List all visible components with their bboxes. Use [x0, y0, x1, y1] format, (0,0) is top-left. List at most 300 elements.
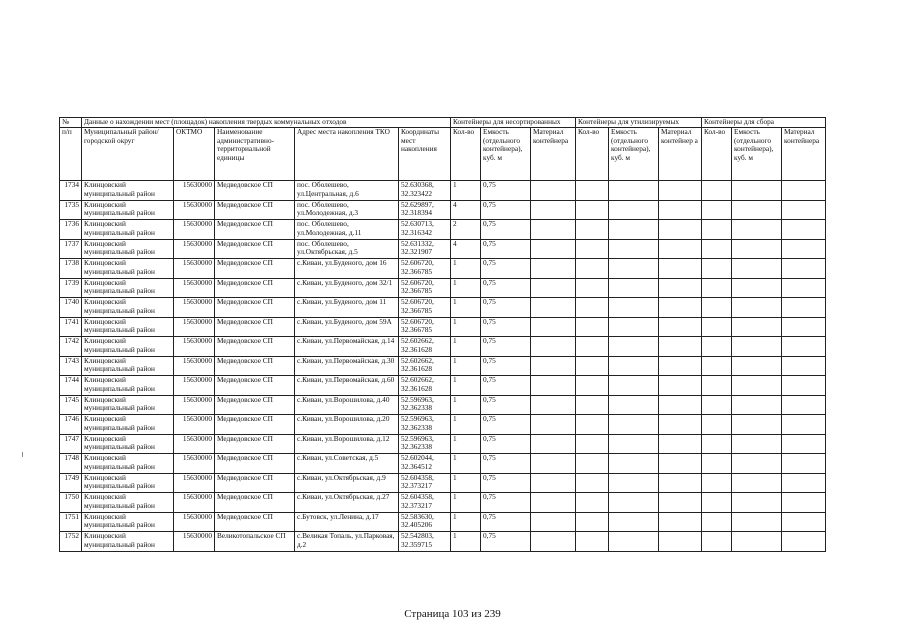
row-number: 1745	[60, 395, 82, 415]
count-unsorted-cell: 1	[451, 395, 481, 415]
count-recycle-cell	[576, 473, 609, 493]
capacity-recycle-cell	[609, 532, 659, 552]
material-unsorted-cell	[531, 532, 576, 552]
material-unsorted-cell	[531, 356, 576, 376]
material-unsorted-cell	[531, 278, 576, 298]
count-collection-cell	[702, 454, 732, 474]
capacity-unsorted-cell: 0,75	[481, 415, 531, 435]
count-collection-cell	[702, 473, 732, 493]
count-unsorted-cell: 1	[451, 298, 481, 318]
capacity-unsorted-cell: 0,75	[481, 434, 531, 454]
district-cell: Клинцовский муниципальный район	[82, 434, 174, 454]
coordinates-cell: 52.630368, 32.323422	[399, 181, 451, 201]
count-unsorted-cell: 4	[451, 200, 481, 220]
header-material-recycle: Материал контейнер а	[659, 128, 702, 181]
coordinates-cell: 52.542803, 32.359715	[399, 532, 451, 552]
material-collection-cell	[782, 220, 826, 240]
capacity-unsorted-cell: 0,75	[481, 532, 531, 552]
district-cell: Клинцовский муниципальный район	[82, 259, 174, 279]
count-unsorted-cell: 1	[451, 259, 481, 279]
count-recycle-cell	[576, 415, 609, 435]
table-row	[60, 493, 826, 513]
capacity-unsorted-cell: 0,75	[481, 298, 531, 318]
capacity-unsorted-cell: 0,75	[481, 395, 531, 415]
address-cell: с.Киваи, ул.Советская, д.5	[295, 454, 399, 474]
header-group-collection: Контейнеры для сбора	[702, 118, 826, 128]
coordinates-cell: 52.606720, 32.366785	[399, 278, 451, 298]
count-collection-cell	[702, 317, 732, 337]
material-unsorted-cell	[531, 434, 576, 454]
material-unsorted-cell	[531, 239, 576, 259]
header-admin-unit: Наименование административно-территориальной единицы	[215, 128, 295, 181]
header-count-unsorted: Кол-во	[451, 128, 481, 181]
header-group-recycle: Контейнеры для утилизируемых	[576, 118, 702, 128]
count-collection-cell	[702, 200, 732, 220]
admin-unit-cell: Медведовское СП	[215, 493, 295, 513]
capacity-recycle-cell	[609, 415, 659, 435]
capacity-unsorted-cell: 0,75	[481, 512, 531, 532]
material-unsorted-cell	[531, 200, 576, 220]
row-number: 1737	[60, 239, 82, 259]
waste-sites-table	[59, 117, 826, 552]
table-row	[60, 259, 826, 279]
district-cell: Клинцовский муниципальный район	[82, 181, 174, 201]
oktmo-cell: 15630000	[174, 298, 215, 318]
capacity-unsorted-cell: 0,75	[481, 181, 531, 201]
count-unsorted-cell: 1	[451, 473, 481, 493]
admin-unit-cell: Медведовское СП	[215, 181, 295, 201]
admin-unit-cell: Медведовское СП	[215, 337, 295, 357]
table-row	[60, 356, 826, 376]
admin-unit-cell: Медведовское СП	[215, 220, 295, 240]
material-unsorted-cell	[531, 454, 576, 474]
capacity-recycle-cell	[609, 278, 659, 298]
admin-unit-cell: Медведовское СП	[215, 434, 295, 454]
count-recycle-cell	[576, 220, 609, 240]
material-recycle-cell	[659, 298, 702, 318]
count-recycle-cell	[576, 181, 609, 201]
oktmo-cell: 15630000	[174, 493, 215, 513]
row-number: 1742	[60, 337, 82, 357]
material-collection-cell	[782, 376, 826, 396]
material-collection-cell	[782, 239, 826, 259]
count-recycle-cell	[576, 317, 609, 337]
material-collection-cell	[782, 259, 826, 279]
admin-unit-cell: Медведовское СП	[215, 415, 295, 435]
count-recycle-cell	[576, 259, 609, 279]
capacity-recycle-cell	[609, 220, 659, 240]
header-capacity-collection: Емкость (отдельного контейнера), куб. м	[732, 128, 782, 181]
header-coordinates: Координаты мест накопления	[399, 128, 451, 181]
row-number: 1748	[60, 454, 82, 474]
table-row	[60, 532, 826, 552]
capacity-collection-cell	[732, 337, 782, 357]
coordinates-cell: 52.631332, 32.321907	[399, 239, 451, 259]
header-group-location: Данные о нахождении мест (площадок) накопления твердых коммунальных отходов	[82, 118, 451, 128]
address-cell: с.Киваи, ул.Ворошилова, д.40	[295, 395, 399, 415]
capacity-recycle-cell	[609, 454, 659, 474]
count-collection-cell	[702, 532, 732, 552]
address-cell: пос. Оболешево, ул.Молодежная, д.11	[295, 220, 399, 240]
count-collection-cell	[702, 259, 732, 279]
material-recycle-cell	[659, 356, 702, 376]
capacity-recycle-cell	[609, 200, 659, 220]
district-cell: Клинцовский муниципальный район	[82, 298, 174, 318]
admin-unit-cell: Великотопальское СП	[215, 532, 295, 552]
district-cell: Клинцовский муниципальный район	[82, 415, 174, 435]
capacity-unsorted-cell: 0,75	[481, 356, 531, 376]
address-cell: пос. Оболешево, ул.Молодежная, д.3	[295, 200, 399, 220]
capacity-recycle-cell	[609, 493, 659, 513]
header-capacity-unsorted: Емкость (отдельного контейнера), куб. м	[481, 128, 531, 181]
capacity-collection-cell	[732, 317, 782, 337]
coordinates-cell: 52.596963, 32.362338	[399, 434, 451, 454]
capacity-collection-cell	[732, 395, 782, 415]
count-unsorted-cell: 1	[451, 493, 481, 513]
material-unsorted-cell	[531, 220, 576, 240]
table-row	[60, 337, 826, 357]
address-cell: с.Киваи, ул.Буденого, дом 32/1	[295, 278, 399, 298]
table-row	[60, 376, 826, 396]
capacity-recycle-cell	[609, 512, 659, 532]
table-row	[60, 298, 826, 318]
material-recycle-cell	[659, 376, 702, 396]
district-cell: Клинцовский муниципальный район	[82, 454, 174, 474]
coordinates-cell: 52.606720, 32.366785	[399, 259, 451, 279]
material-unsorted-cell	[531, 259, 576, 279]
capacity-unsorted-cell: 0,75	[481, 473, 531, 493]
admin-unit-cell: Медведовское СП	[215, 239, 295, 259]
material-collection-cell	[782, 278, 826, 298]
count-unsorted-cell: 4	[451, 239, 481, 259]
admin-unit-cell: Медведовское СП	[215, 376, 295, 396]
admin-unit-cell: Медведовское СП	[215, 395, 295, 415]
material-recycle-cell	[659, 220, 702, 240]
table-row	[60, 512, 826, 532]
table-row	[60, 454, 826, 474]
oktmo-cell: 15630000	[174, 239, 215, 259]
count-recycle-cell	[576, 298, 609, 318]
header-row-columns	[60, 128, 826, 181]
material-recycle-cell	[659, 493, 702, 513]
count-recycle-cell	[576, 200, 609, 220]
capacity-unsorted-cell: 0,75	[481, 454, 531, 474]
count-unsorted-cell: 1	[451, 376, 481, 396]
capacity-recycle-cell	[609, 473, 659, 493]
admin-unit-cell: Медведовское СП	[215, 278, 295, 298]
oktmo-cell: 15630000	[174, 473, 215, 493]
capacity-unsorted-cell: 0,75	[481, 200, 531, 220]
address-cell: с.Киваи, ул.Октябрьская, д.27	[295, 493, 399, 513]
capacity-unsorted-cell: 0,75	[481, 220, 531, 240]
capacity-collection-cell	[732, 278, 782, 298]
row-number: 1741	[60, 317, 82, 337]
district-cell: Клинцовский муниципальный район	[82, 493, 174, 513]
oktmo-cell: 15630000	[174, 395, 215, 415]
header-count-recycle: Кол-во	[576, 128, 609, 181]
address-cell: с.Киваи, ул.Октябрьская, д.9	[295, 473, 399, 493]
capacity-recycle-cell	[609, 259, 659, 279]
count-recycle-cell	[576, 239, 609, 259]
material-recycle-cell	[659, 239, 702, 259]
count-unsorted-cell: 1	[451, 532, 481, 552]
count-unsorted-cell: 1	[451, 278, 481, 298]
capacity-collection-cell	[732, 434, 782, 454]
count-unsorted-cell: 1	[451, 434, 481, 454]
row-number: 1734	[60, 181, 82, 201]
count-unsorted-cell: 1	[451, 337, 481, 357]
capacity-collection-cell	[732, 415, 782, 435]
capacity-unsorted-cell: 0,75	[481, 239, 531, 259]
admin-unit-cell: Медведовское СП	[215, 512, 295, 532]
material-collection-cell	[782, 512, 826, 532]
count-recycle-cell	[576, 454, 609, 474]
count-unsorted-cell: 1	[451, 512, 481, 532]
district-cell: Клинцовский муниципальный район	[82, 337, 174, 357]
capacity-unsorted-cell: 0,75	[481, 493, 531, 513]
header-district: Муниципальный район/городской округ	[82, 128, 174, 181]
oktmo-cell: 15630000	[174, 415, 215, 435]
address-cell: с.Киваи, ул.Буденого, дом 59А	[295, 317, 399, 337]
admin-unit-cell: Медведовское СП	[215, 200, 295, 220]
address-cell: с.Киваи, ул.Первомайская, д.30	[295, 356, 399, 376]
admin-unit-cell: Медведовское СП	[215, 454, 295, 474]
district-cell: Клинцовский муниципальный район	[82, 200, 174, 220]
header-count-collection: Кол-во	[702, 128, 732, 181]
row-number: 1743	[60, 356, 82, 376]
address-cell: с.Киваи, ул.Буденого, дом 11	[295, 298, 399, 318]
count-collection-cell	[702, 220, 732, 240]
material-collection-cell	[782, 337, 826, 357]
material-unsorted-cell	[531, 415, 576, 435]
table-row	[60, 317, 826, 337]
table-row	[60, 220, 826, 240]
material-collection-cell	[782, 532, 826, 552]
capacity-unsorted-cell: 0,75	[481, 337, 531, 357]
capacity-recycle-cell	[609, 434, 659, 454]
material-collection-cell	[782, 434, 826, 454]
district-cell: Клинцовский муниципальный район	[82, 395, 174, 415]
coordinates-cell: 52.602662, 32.361628	[399, 356, 451, 376]
address-cell: с.Киваи, ул.Первомайская, д.60	[295, 376, 399, 396]
district-cell: Клинцовский муниципальный район	[82, 473, 174, 493]
material-collection-cell	[782, 493, 826, 513]
admin-unit-cell: Медведовское СП	[215, 298, 295, 318]
capacity-collection-cell	[732, 181, 782, 201]
count-collection-cell	[702, 239, 732, 259]
row-number: 1746	[60, 415, 82, 435]
scan-artifact	[22, 452, 23, 457]
oktmo-cell: 15630000	[174, 278, 215, 298]
page-number: Страница 103 из 239	[404, 608, 501, 620]
count-recycle-cell	[576, 493, 609, 513]
district-cell: Клинцовский муниципальный район	[82, 278, 174, 298]
capacity-collection-cell	[732, 512, 782, 532]
admin-unit-cell: Медведовское СП	[215, 473, 295, 493]
capacity-recycle-cell	[609, 181, 659, 201]
header-capacity-recycle: Емкость (отдельного контейнера), куб. м	[609, 128, 659, 181]
count-recycle-cell	[576, 376, 609, 396]
material-collection-cell	[782, 298, 826, 318]
material-unsorted-cell	[531, 395, 576, 415]
material-recycle-cell	[659, 278, 702, 298]
material-recycle-cell	[659, 512, 702, 532]
material-recycle-cell	[659, 259, 702, 279]
address-cell: пос. Оболешево, ул.Октябрьская, д.5	[295, 239, 399, 259]
count-collection-cell	[702, 512, 732, 532]
district-cell: Клинцовский муниципальный район	[82, 239, 174, 259]
count-collection-cell	[702, 181, 732, 201]
material-recycle-cell	[659, 473, 702, 493]
table-row	[60, 181, 826, 201]
row-number: 1749	[60, 473, 82, 493]
coordinates-cell: 52.630713, 32.316342	[399, 220, 451, 240]
material-collection-cell	[782, 454, 826, 474]
admin-unit-cell: Медведовское СП	[215, 259, 295, 279]
oktmo-cell: 15630000	[174, 356, 215, 376]
count-unsorted-cell: 1	[451, 317, 481, 337]
row-number: 1736	[60, 220, 82, 240]
count-unsorted-cell: 1	[451, 356, 481, 376]
capacity-collection-cell	[732, 220, 782, 240]
material-unsorted-cell	[531, 298, 576, 318]
count-unsorted-cell: 1	[451, 181, 481, 201]
address-cell: с.Бутовск, ул.Ленина, д.17	[295, 512, 399, 532]
admin-unit-cell: Медведовское СП	[215, 317, 295, 337]
material-collection-cell	[782, 181, 826, 201]
material-unsorted-cell	[531, 473, 576, 493]
header-oktmo: ОКТМО	[174, 128, 215, 181]
address-cell: с.Киваи, ул.Буденого, дом 16	[295, 259, 399, 279]
material-unsorted-cell	[531, 337, 576, 357]
material-unsorted-cell	[531, 493, 576, 513]
oktmo-cell: 15630000	[174, 512, 215, 532]
header-no: №	[60, 118, 82, 128]
table-body	[60, 181, 826, 552]
district-cell: Клинцовский муниципальный район	[82, 317, 174, 337]
capacity-recycle-cell	[609, 356, 659, 376]
count-collection-cell	[702, 376, 732, 396]
table-row	[60, 434, 826, 454]
row-number: 1744	[60, 376, 82, 396]
district-cell: Клинцовский муниципальный район	[82, 220, 174, 240]
capacity-unsorted-cell: 0,75	[481, 278, 531, 298]
row-number: 1747	[60, 434, 82, 454]
capacity-collection-cell	[732, 376, 782, 396]
material-recycle-cell	[659, 395, 702, 415]
material-recycle-cell	[659, 181, 702, 201]
district-cell: Клинцовский муниципальный район	[82, 532, 174, 552]
material-recycle-cell	[659, 532, 702, 552]
header-material-unsorted: Материал контейнера	[531, 128, 576, 181]
material-collection-cell	[782, 395, 826, 415]
capacity-collection-cell	[732, 532, 782, 552]
coordinates-cell: 52.604358, 32.373217	[399, 473, 451, 493]
count-collection-cell	[702, 337, 732, 357]
table-row	[60, 415, 826, 435]
capacity-recycle-cell	[609, 298, 659, 318]
table-row	[60, 278, 826, 298]
count-collection-cell	[702, 278, 732, 298]
capacity-recycle-cell	[609, 337, 659, 357]
district-cell: Клинцовский муниципальный район	[82, 512, 174, 532]
material-recycle-cell	[659, 454, 702, 474]
oktmo-cell: 15630000	[174, 434, 215, 454]
material-collection-cell	[782, 317, 826, 337]
capacity-unsorted-cell: 0,75	[481, 259, 531, 279]
capacity-unsorted-cell: 0,75	[481, 376, 531, 396]
oktmo-cell: 15630000	[174, 376, 215, 396]
coordinates-cell: 52.596963, 32.362338	[399, 395, 451, 415]
count-unsorted-cell: 1	[451, 415, 481, 435]
table-row	[60, 239, 826, 259]
coordinates-cell: 52.629897, 32.318394	[399, 200, 451, 220]
coordinates-cell: 52.606720, 32.366785	[399, 317, 451, 337]
material-collection-cell	[782, 415, 826, 435]
oktmo-cell: 15630000	[174, 259, 215, 279]
material-collection-cell	[782, 356, 826, 376]
table-row	[60, 473, 826, 493]
count-recycle-cell	[576, 512, 609, 532]
count-collection-cell	[702, 298, 732, 318]
address-cell: с.Киваи, ул.Ворошилова, д.12	[295, 434, 399, 454]
oktmo-cell: 15630000	[174, 337, 215, 357]
header-row-groups	[60, 118, 826, 128]
oktmo-cell: 15630000	[174, 532, 215, 552]
material-unsorted-cell	[531, 512, 576, 532]
material-unsorted-cell	[531, 317, 576, 337]
material-unsorted-cell	[531, 181, 576, 201]
district-cell: Клинцовский муниципальный район	[82, 356, 174, 376]
table-row	[60, 200, 826, 220]
capacity-recycle-cell	[609, 239, 659, 259]
coordinates-cell: 52.606720, 32.366785	[399, 298, 451, 318]
address-cell: с.Великая Топаль, ул.Парковая, д.2	[295, 532, 399, 552]
coordinates-cell: 52.602044, 32.364512	[399, 454, 451, 474]
capacity-recycle-cell	[609, 317, 659, 337]
capacity-recycle-cell	[609, 376, 659, 396]
row-number: 1738	[60, 259, 82, 279]
row-number: 1752	[60, 532, 82, 552]
count-collection-cell	[702, 415, 732, 435]
capacity-collection-cell	[732, 493, 782, 513]
oktmo-cell: 15630000	[174, 454, 215, 474]
material-recycle-cell	[659, 337, 702, 357]
material-recycle-cell	[659, 317, 702, 337]
count-recycle-cell	[576, 278, 609, 298]
district-cell: Клинцовский муниципальный район	[82, 376, 174, 396]
row-number: 1751	[60, 512, 82, 532]
count-recycle-cell	[576, 356, 609, 376]
coordinates-cell: 52.583630, 32.405206	[399, 512, 451, 532]
material-recycle-cell	[659, 415, 702, 435]
count-recycle-cell	[576, 395, 609, 415]
count-recycle-cell	[576, 337, 609, 357]
material-collection-cell	[782, 200, 826, 220]
coordinates-cell: 52.602662, 32.361628	[399, 376, 451, 396]
coordinates-cell: 52.602662, 32.361628	[399, 337, 451, 357]
capacity-collection-cell	[732, 298, 782, 318]
capacity-collection-cell	[732, 200, 782, 220]
table-row	[60, 395, 826, 415]
count-recycle-cell	[576, 532, 609, 552]
capacity-collection-cell	[732, 473, 782, 493]
coordinates-cell: 52.596963, 32.362338	[399, 415, 451, 435]
address-cell: с.Киваи, ул.Первомайская, д.14	[295, 337, 399, 357]
oktmo-cell: 15630000	[174, 200, 215, 220]
count-collection-cell	[702, 356, 732, 376]
capacity-collection-cell	[732, 259, 782, 279]
